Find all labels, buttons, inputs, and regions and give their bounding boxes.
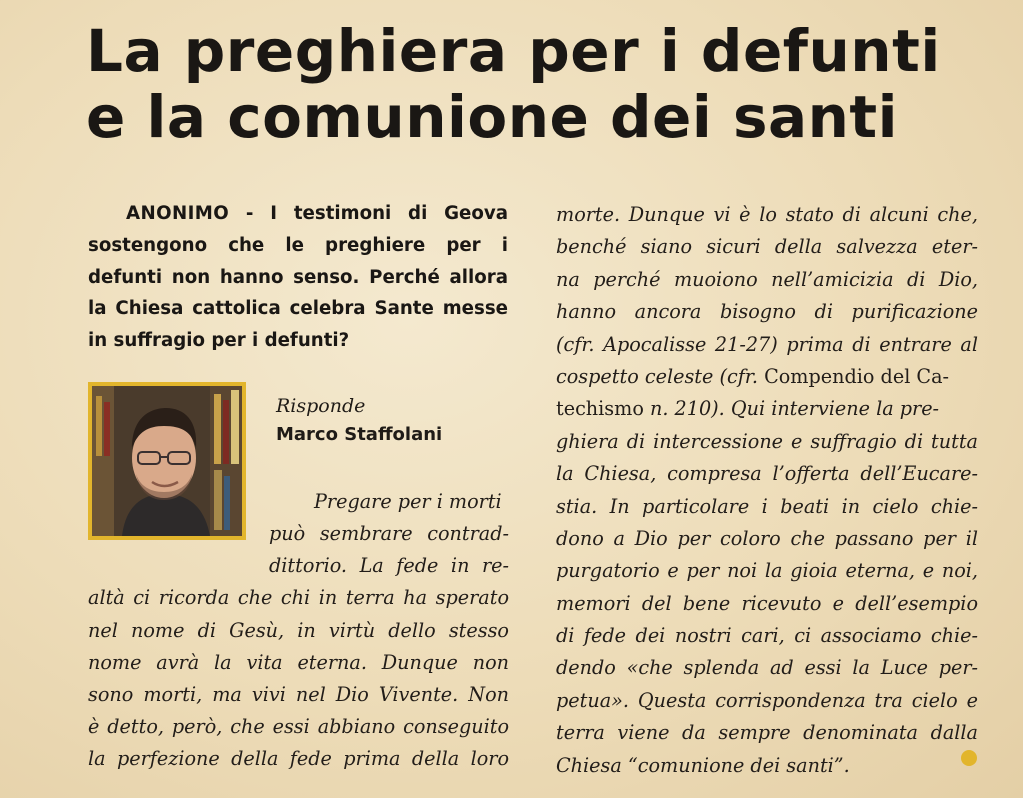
- question-text: I testimoni di Geova sostengono che le preghiere per i defunti non hanno senso. Perché allora la Chiesa cattolica celebra Sante messe in suffragio per i defunti?: [88, 203, 508, 352]
- book-title-catechismo: techismo: [556, 397, 644, 421]
- book-title-compendio: Compendio del Ca-: [764, 364, 950, 388]
- col1-line: Pregare per i morti: [314, 490, 502, 513]
- col2-line: dono a Dio per coloro che passano per il: [556, 526, 978, 550]
- col1-line: può sembrare contrad-: [269, 522, 509, 545]
- answer-byline: [276, 392, 442, 450]
- col2-line: purgatorio e per noi la gioia eterna, e noi,: [556, 559, 978, 583]
- author-photo: [88, 382, 246, 540]
- title-line-1: La preghiera per i defunti: [86, 17, 941, 85]
- col1-line: la perfezione della fede prima della loro: [88, 747, 509, 770]
- col2-text: cospetto celeste (cfr.: [556, 364, 765, 388]
- col2-line: (cfr. Apocalisse 21-27) prima di entrare al: [556, 332, 978, 356]
- col2-text: n. 210). Qui interviene la pre-: [643, 397, 940, 421]
- col2-line: ghiera di intercessione e suffragio di tutta: [556, 429, 978, 453]
- article-title: [86, 18, 986, 150]
- col1-line: altà ci ricorda che chi in terra ha sperato: [88, 586, 509, 609]
- end-of-article-dot-icon: [961, 750, 977, 766]
- col2-line-compendio: [556, 361, 978, 393]
- question-author: ANONIMO: [126, 203, 230, 224]
- col2-line: stia. In particolare i beati in cielo chie-: [556, 494, 978, 518]
- col2-line: la Chiesa, compresa l’offerta dell’Eucare-: [556, 462, 978, 486]
- col2-line-last: Chiesa “comunione dei santi”.: [556, 753, 850, 777]
- col1-line: è detto, però, che essi abbiano conseguito: [88, 715, 509, 738]
- col2-line: petua». Questa corrispondenza tra cielo e: [556, 688, 978, 712]
- col2-line: terra viene da sempre denominata dalla: [556, 721, 978, 745]
- reader-question: [88, 198, 508, 357]
- col2-line-catechismo: [556, 393, 978, 425]
- col1-line: nel nome di Gesù, in virtù dello stesso: [88, 619, 509, 642]
- col1-line: sono morti, ma vivi nel Dio Vivente. Non: [88, 683, 509, 706]
- byline-name: Marco Staffolani: [276, 424, 443, 445]
- col2-line: dendo «che splenda ad essi la Luce per-: [556, 656, 978, 680]
- col1-line: nome avrà la vita eterna. Dunque non: [88, 651, 509, 674]
- col2-line: di fede dei nostri cari, ci associamo chie-: [556, 624, 978, 648]
- col2-line: morte. Dunque vi è lo stato di alcuni che,: [556, 203, 978, 226]
- question-separator: -: [229, 203, 271, 224]
- col2-line: hanno ancora bisogno di purificazione: [556, 300, 978, 324]
- title-line-2: e la comunione dei santi: [86, 83, 899, 151]
- col2-line: memori del bene ricevuto e dell’esempio: [556, 591, 978, 615]
- col2-line: na perché muoiono nell’amicizia di Dio,: [556, 267, 978, 291]
- byline-label: Risponde: [276, 395, 366, 417]
- col2-line: benché siano sicuri della salvezza eter-: [556, 235, 978, 259]
- author-portrait-illustration: [92, 386, 242, 536]
- col1-line: dittorio. La fede in re-: [269, 554, 509, 577]
- answer-column-2: [556, 199, 978, 782]
